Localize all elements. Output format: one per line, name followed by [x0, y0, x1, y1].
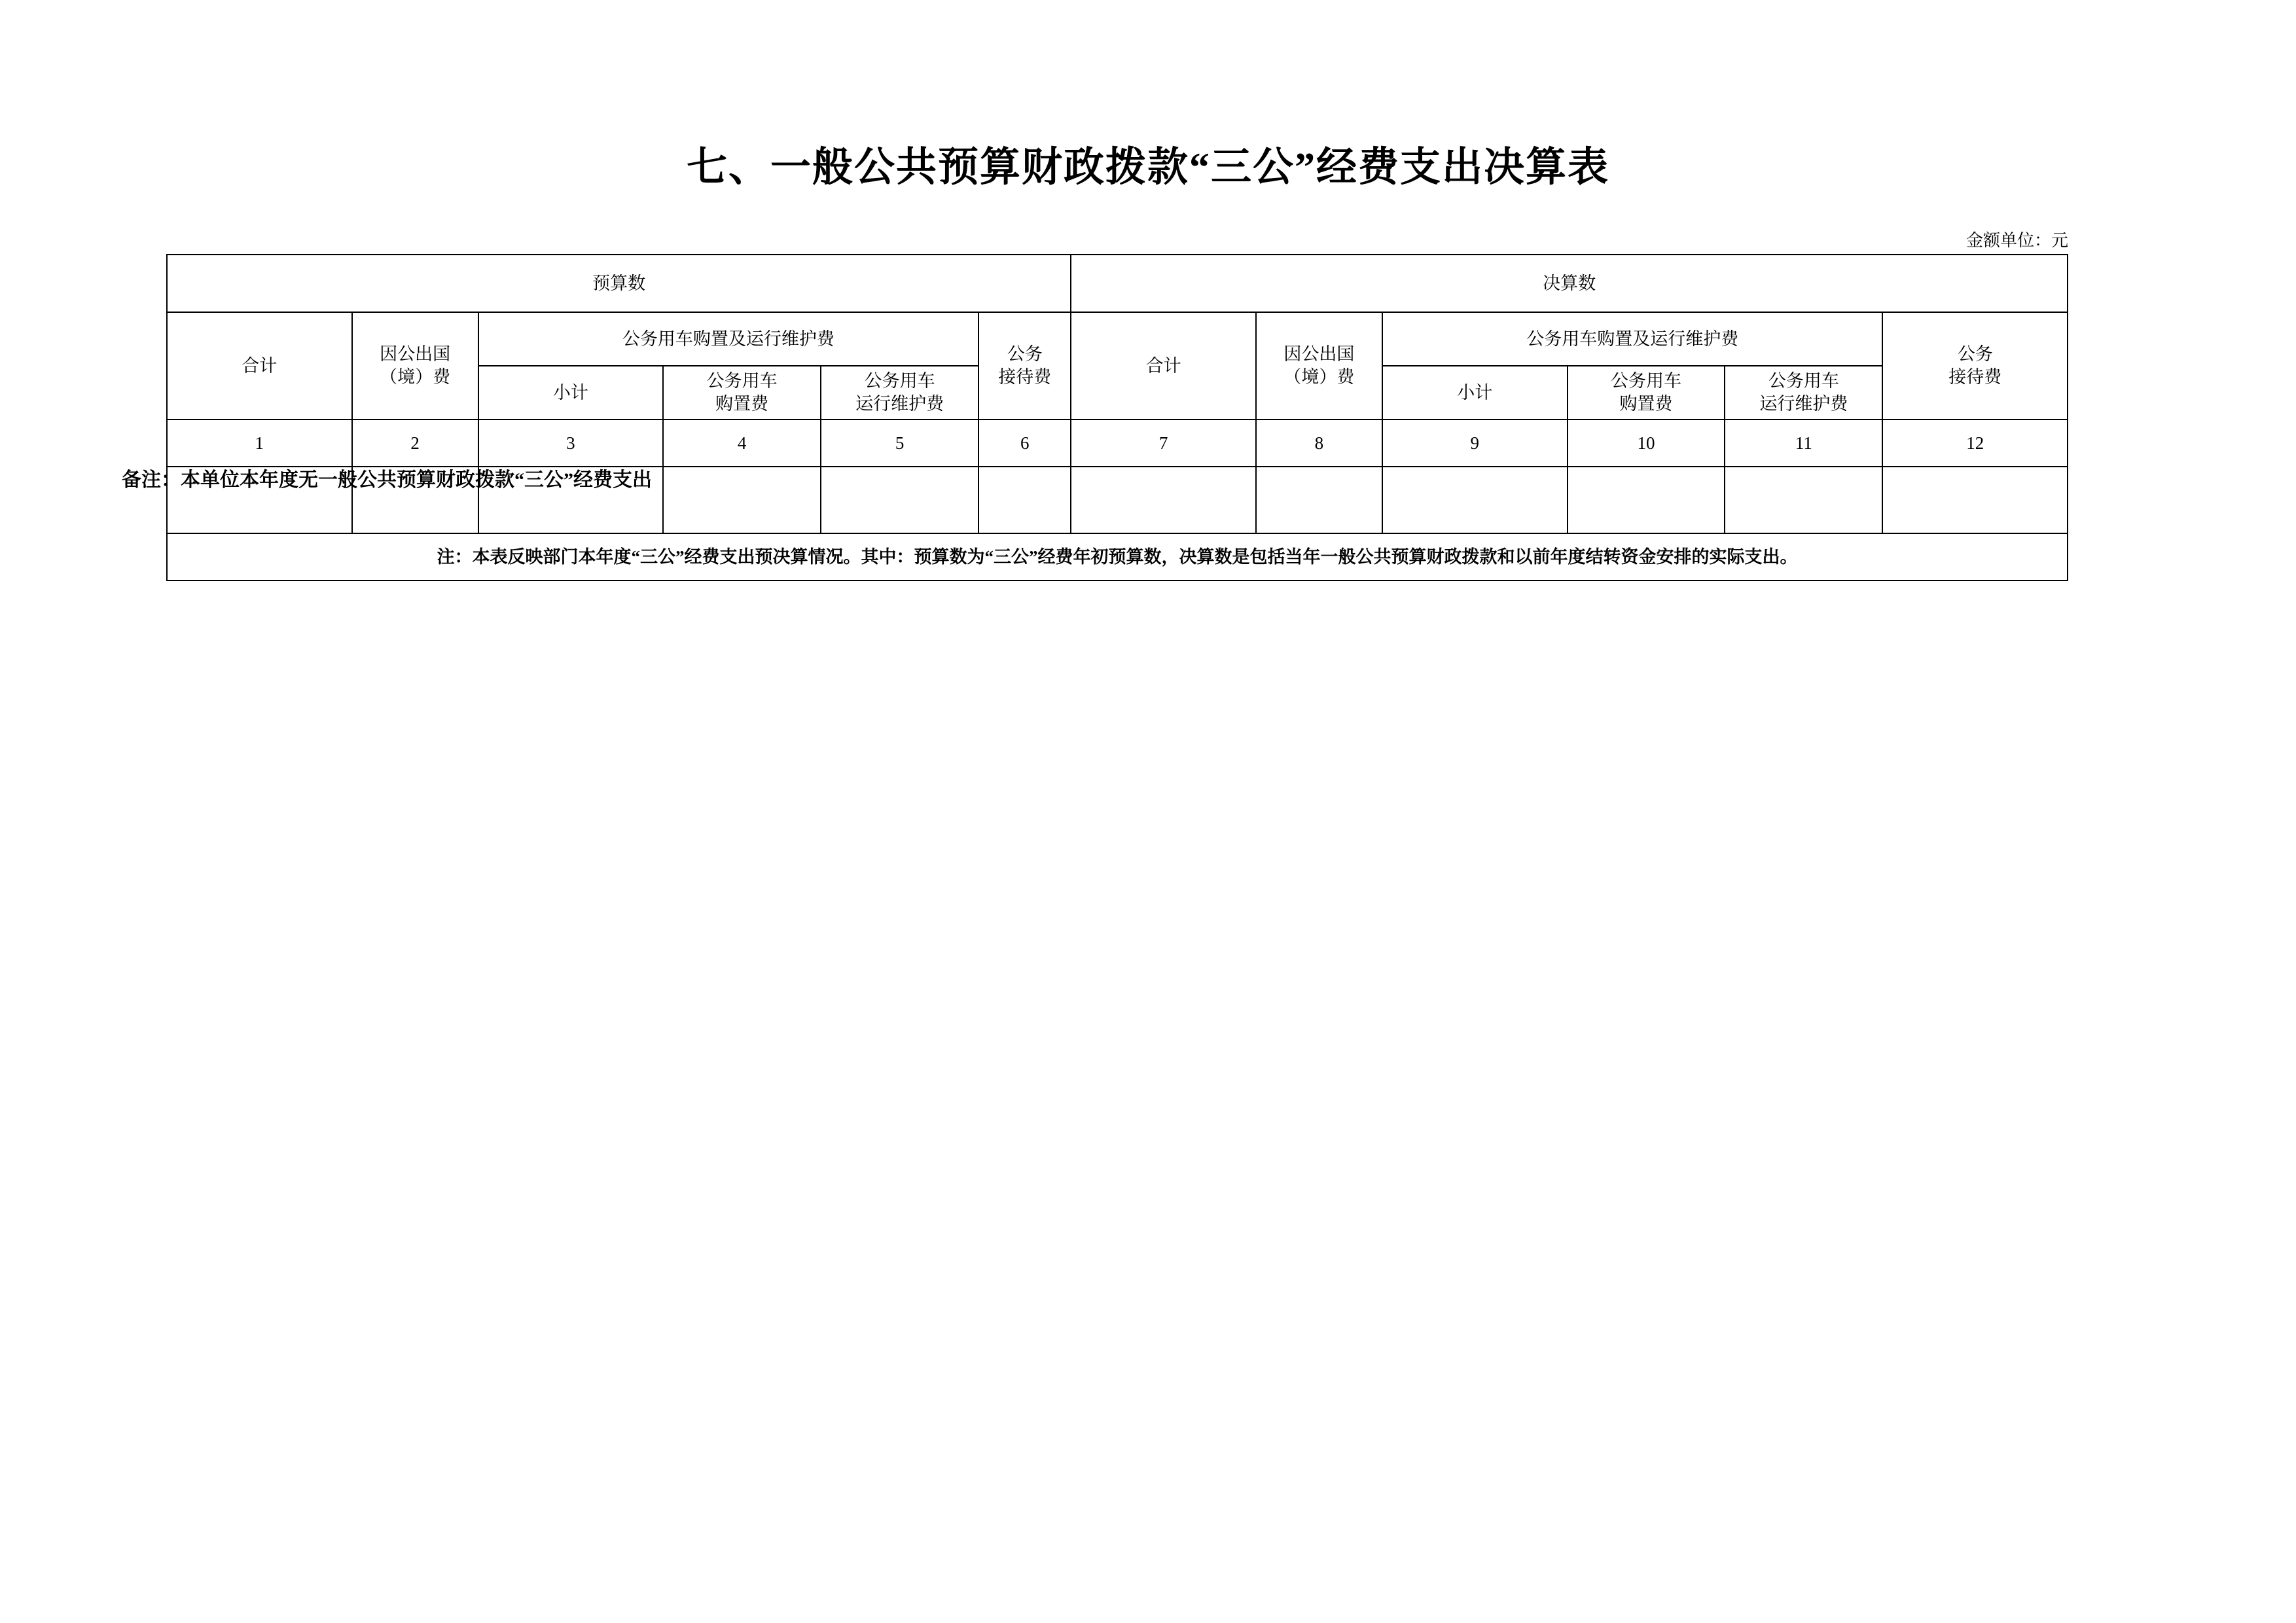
- number-cell: 4: [663, 419, 821, 467]
- header-budget-abroad: [352, 312, 478, 419]
- header-final-vehicle-operation-line1: 公务用车: [1768, 371, 1839, 391]
- table-group-header-row: [167, 255, 2068, 312]
- data-cell: [1256, 467, 1382, 533]
- amount-unit-note: 金额单位：元: [1965, 231, 2068, 250]
- header-budget-vehicle-operation-line1: 公务用车: [864, 371, 935, 391]
- number-cell: 1: [167, 419, 352, 467]
- header-final-reception: [1882, 312, 2068, 419]
- header-budget-reception-line2: 接待费: [998, 367, 1052, 387]
- header-final-vehicle-subtotal: 小计: [1382, 366, 1568, 419]
- table-footnote: 注：本表反映部门本年度“三公”经费支出预决算情况。其中：预算数为“三公”经费年初预算数，决算数是包括当年一般公共预算财政拨款和以前年度结转资金安排的实际支出。: [167, 533, 2068, 580]
- header-final-abroad-line1: 因公出国: [1283, 344, 1355, 365]
- header-final-vehicle-purchase: [1568, 366, 1725, 419]
- header-budget-reception: [978, 312, 1071, 419]
- header-budget-abroad-line2: （境）费: [380, 367, 451, 387]
- data-cell: [1725, 467, 1882, 533]
- header-final-reception-line1: 公务: [1957, 344, 1993, 365]
- table-number-row: [167, 419, 2068, 467]
- header-budget-vehicle-purchase: [663, 366, 821, 419]
- header-budget-vehicle-group: 公务用车购置及运行维护费: [478, 312, 978, 366]
- data-cell: [663, 467, 821, 533]
- number-cell: 5: [821, 419, 978, 467]
- group-header-final: 决算数: [1071, 255, 2068, 312]
- table-column-header-row-1: [167, 312, 2068, 366]
- three-public-expenses-table: [166, 254, 2068, 581]
- header-budget-reception-line1: 公务: [1007, 344, 1043, 365]
- header-budget-vehicle-purchase-line2: 购置费: [715, 394, 769, 414]
- page-title: 七、一般公共预算财政拨款“三公”经费支出决算表: [686, 145, 1609, 190]
- header-final-reception-line2: 接待费: [1948, 367, 2002, 387]
- header-budget-total: 合计: [167, 312, 352, 419]
- data-cell: [1568, 467, 1725, 533]
- data-cell: [1382, 467, 1568, 533]
- number-cell: 7: [1071, 419, 1256, 467]
- header-final-vehicle-group: 公务用车购置及运行维护费: [1382, 312, 1882, 366]
- number-cell: 12: [1882, 419, 2068, 467]
- header-budget-vehicle-operation-line2: 运行维护费: [855, 394, 944, 414]
- header-budget-vehicle-subtotal: 小计: [478, 366, 664, 419]
- data-cell: [1071, 467, 1256, 533]
- header-final-total: 合计: [1071, 312, 1256, 419]
- header-final-abroad-line2: （境）费: [1283, 367, 1355, 387]
- number-cell: 10: [1568, 419, 1725, 467]
- number-cell: 3: [478, 419, 664, 467]
- number-cell: 2: [352, 419, 478, 467]
- data-cell: [821, 467, 978, 533]
- header-budget-abroad-line1: 因公出国: [380, 344, 451, 365]
- number-cell: 6: [978, 419, 1071, 467]
- data-cell: [1882, 467, 2068, 533]
- header-final-vehicle-purchase-line2: 购置费: [1619, 394, 1673, 414]
- number-cell: 9: [1382, 419, 1568, 467]
- group-header-budget: 预算数: [167, 255, 1071, 312]
- number-cell: 11: [1725, 419, 1882, 467]
- header-final-abroad: [1256, 312, 1382, 419]
- header-final-vehicle-purchase-line1: 公务用车: [1610, 371, 1681, 391]
- number-cell: 8: [1256, 419, 1382, 467]
- header-budget-vehicle-operation: [821, 366, 978, 419]
- header-final-vehicle-operation-line2: 运行维护费: [1759, 394, 1848, 414]
- data-cell: [978, 467, 1071, 533]
- header-final-vehicle-operation: [1725, 366, 1882, 419]
- table-footnote-row: [167, 533, 2068, 580]
- header-budget-vehicle-purchase-line1: 公务用车: [706, 371, 778, 391]
- remark-text: 备注：本单位本年度无一般公共预算财政拨款“三公”经费支出: [122, 469, 652, 491]
